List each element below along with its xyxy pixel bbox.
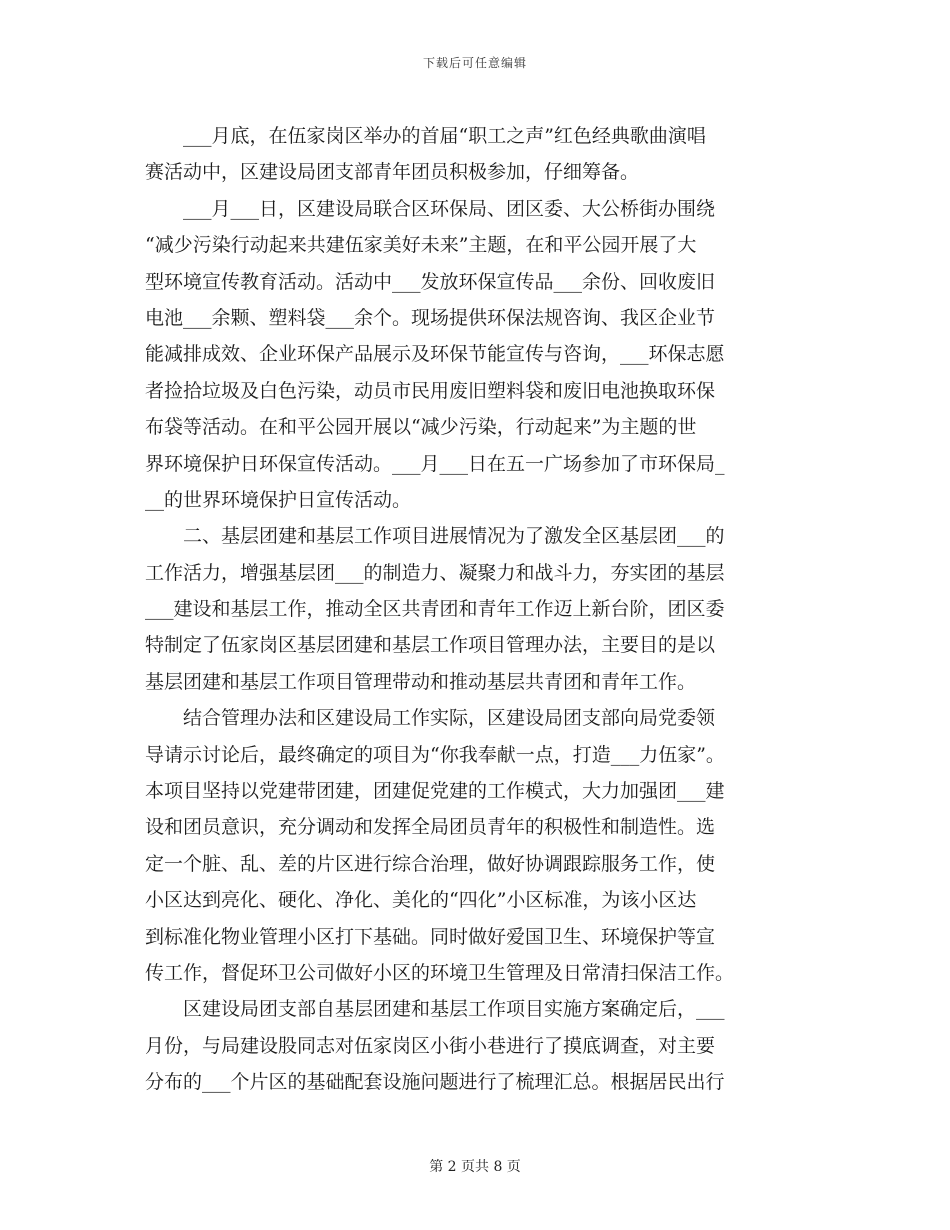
text-line: 型环境宣传教育活动。活动中___发放环保宣传品___余份、回收废旧 [145,270,716,293]
text-line: “减少污染行动起来共建伍家美好未来”主题，在和平公园开展了大 [145,234,697,257]
text-line: 电池___余颗、塑料袋___余个。现场提供环保法规咨询、我区企业节 [145,306,716,329]
text-line: 二、基层团建和基层工作项目进展情况为了激发全区基层团___的 [145,525,725,548]
text-line: 特制定了伍家岗区基层团建和基层工作项目管理办法，主要目的是以 [145,634,716,657]
text-line: 定一个脏、乱、差的片区进行综合治理，做好协调跟踪服务工作，使 [145,852,716,875]
text-line: 工作活力，增强基层团___的制造力、凝聚力和战斗力，夯实团的基层 [145,561,725,584]
text-line: __的世界环境保护日宣传活动。 [145,488,412,511]
text-line: 区建设局团支部自基层团建和基层工作项目实施方案确定后，___ [145,998,725,1021]
page-number: 第 2 页共 8 页 [429,1159,521,1175]
text-line: ___月___日，区建设局联合区环保局、团区委、大公桥街办围绕 [145,197,716,220]
text-line: 者捡拾垃圾及白色污染，动员市民用废旧塑料袋和废旧电池换取环保 [145,379,716,402]
text-line: 界环境保护日环保宣传活动。___月___日在五一广场参加了市环保局_ [145,452,725,475]
text-line: 月份，与局建设股同志对伍家岗区小街小巷进行了摸底调查，对主要 [145,1034,716,1057]
text-line: 设和团员意识，充分调动和发挥全局团员青年的积极性和制造性。选 [145,816,716,839]
text-line: 能减排成效、企业环保产品展示及环保节能宣传与咨询，___环保志愿 [145,343,725,366]
page-header: 下载后可任意编辑 [422,56,527,70]
text-line: 传工作，督促环卫公司做好小区的环境卫生管理及日常清扫保洁工作。 [145,961,735,984]
text-line: ___建设和基层工作，推动全区共青团和青年工作迈上新台阶，团区委 [145,598,725,621]
text-line: 布袋等活动。在和平公园开展以“减少污染，行动起来”为主题的世 [145,416,697,439]
text-line: 基层团建和基层工作项目管理带动和推动基层共青团和青年工作。 [145,670,697,693]
text-line: 小区达到亮化、硬化、净化、美化的“四化”小区标准，为该小区达 [145,889,697,912]
text-line: ___月底，在伍家岗区举办的首届“职工之声”红色经典歌曲演唱 [145,125,706,147]
document-body [145,118,815,1101]
text-line: 导请示讨论后，最终确定的项目为“你我奉献一点，打造___力伍家”。 [145,743,725,766]
text-line: 赛活动中，区建设局团支部青年团员积极参加，仔细筹备。 [145,161,640,184]
text-line: 结合管理办法和区建设局工作实际，区建设局团支部向局党委领 [145,707,716,730]
text-line: 分布的___个片区的基础配套设施问题进行了梳理汇总。根据居民出行 [145,1071,725,1094]
text-line: 本项目坚持以党建带团建，团建促党建的工作模式，大力加强团___建 [145,780,725,803]
text-line: 到标准化物业管理小区打下基础。同时做好爱国卫生、环境保护等宣 [145,925,716,948]
